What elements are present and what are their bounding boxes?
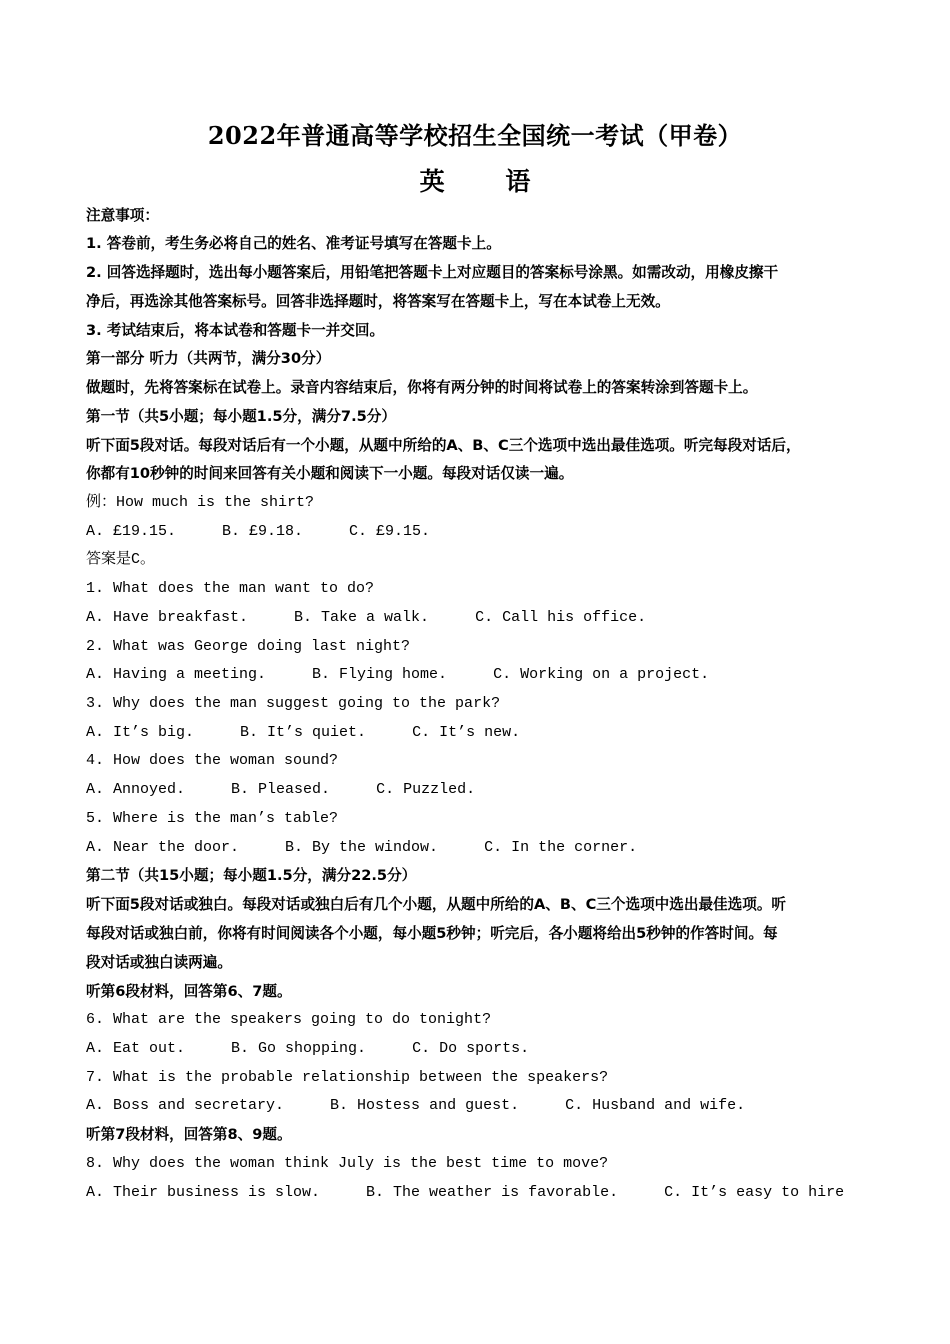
question-2: 2. What was George doing last night? [86, 638, 411, 655]
question-6: 6. What are the speakers going to do tonight? [86, 1011, 492, 1028]
section2-heading: 第二节（共15小题；每小题1.5分，满分22.5分） [86, 867, 417, 884]
question-7-options [86, 1092, 871, 1120]
notice-item-2-line-1: 2. 回答选择题时，选出每小题答案后，用铅笔把答题卡上对应题目的答案标号涂黑。如需改动，用橡皮擦干 [86, 264, 779, 281]
question-8-options [86, 1179, 871, 1207]
option-c: C. Call his office. [475, 609, 647, 626]
question-8: 8. Why does the woman think July is the best time to move? [86, 1155, 609, 1172]
section1-instruction-line-1: 听下面5段对话。每段对话后有一个小题，从题中所给的A、B、C三个选项中选出最佳选项。听完每段对话后， [86, 437, 801, 454]
section2-instruction-line-2: 每段对话或独白前，你将有时间阅读各个小题，每小题5秒钟；听完后，各小题将给出5秒钟的作答时间。每 [86, 925, 778, 942]
section2-instruction-line-3: 段对话或独白读两遍。 [86, 954, 232, 971]
question-5: 5. Where is the man’s table? [86, 810, 339, 827]
part1-heading: 第一部分 听力（共两节，满分30分） [86, 350, 331, 367]
question-4-options [86, 776, 871, 804]
option-a: A. Near the door. [86, 839, 240, 856]
option-b: B. The weather is favorable. [366, 1184, 619, 1201]
example-option-c: C. £9.15. [349, 523, 431, 540]
option-b: B. Take a walk. [294, 609, 430, 626]
question-6-options [86, 1035, 871, 1063]
option-b: B. Hostess and guest. [330, 1097, 520, 1114]
example-options [86, 518, 871, 546]
notice-item-3: 3. 考试结束后，将本试卷和答题卡一并交回。 [86, 322, 385, 339]
option-c: C. Do sports. [412, 1040, 530, 1057]
example-option-b: B. £9.18. [222, 523, 304, 540]
option-c: C. In the corner. [484, 839, 638, 856]
example-option-a: A. £19.15. [86, 523, 177, 540]
section2-instruction-line-1: 听下面5段对话或独白。每段对话或独白后有几个小题，从题中所给的A、B、C三个选项中选出最佳选项。听 [86, 896, 787, 913]
option-c: C. Working on a project. [493, 666, 710, 683]
option-b: B. Pleased. [231, 781, 331, 798]
question-1: 1. What does the man want to do? [86, 580, 375, 597]
option-a: A. It’s big. [86, 724, 195, 741]
option-b: B. Go shopping. [231, 1040, 367, 1057]
notice-item-1: 1. 答卷前，考生务必将自己的姓名、准考证号填写在答题卡上。 [86, 235, 501, 252]
option-c: C. It’s easy to hire [664, 1184, 845, 1201]
question-3-options [86, 719, 871, 747]
example-answer: 答案是C。 [86, 551, 156, 568]
notice-heading: 注意事项： [86, 207, 159, 224]
question-1-options [86, 604, 871, 632]
option-a: A. Annoyed. [86, 781, 186, 798]
question-2-options [86, 661, 871, 689]
option-a: A. Having a meeting. [86, 666, 267, 683]
subject-title: 英 语 [419, 167, 557, 196]
option-b: B. By the window. [285, 839, 439, 856]
option-b: B. Flying home. [312, 666, 448, 683]
option-a: A. Eat out. [86, 1040, 186, 1057]
option-a: A. Their business is slow. [86, 1184, 321, 1201]
option-b: B. It’s quiet. [240, 724, 367, 741]
notice-item-2-line-2: 净后，再选涂其他答案标号。回答非选择题时，将答案写在答题卡上，写在本试卷上无效。 [86, 293, 670, 310]
section1-heading: 第一节（共5小题；每小题1.5分，满分7.5分） [86, 408, 396, 425]
material-7-heading: 听第7段材料，回答第8、9题。 [86, 1126, 292, 1143]
question-4: 4. How does the woman sound? [86, 752, 339, 769]
question-7: 7. What is the probable relationship between the speakers? [86, 1069, 609, 1086]
option-a: A. Boss and secretary. [86, 1097, 285, 1114]
section1-instruction-line-2: 你都有10秒钟的时间来回答有关小题和阅读下一小题。每段对话仅读一遍。 [86, 465, 574, 482]
material-6-heading: 听第6段材料，回答第6、7题。 [86, 983, 292, 1000]
option-c: C. Husband and wife. [565, 1097, 746, 1114]
question-5-options [86, 834, 871, 862]
example-question: 例：How much is the shirt? [86, 494, 315, 511]
question-3: 3. Why does the man suggest going to the park? [86, 695, 501, 712]
exam-title: 2022年普通高等学校招生全国统一考试（甲卷） [207, 121, 743, 150]
option-c: C. It’s new. [412, 724, 521, 741]
option-a: A. Have breakfast. [86, 609, 249, 626]
part1-instruction: 做题时，先将答案标在试卷上。录音内容结束后，你将有两分钟的时间将试卷上的答案转涂到答题卡上。 [86, 379, 758, 396]
option-c: C. Puzzled. [376, 781, 476, 798]
